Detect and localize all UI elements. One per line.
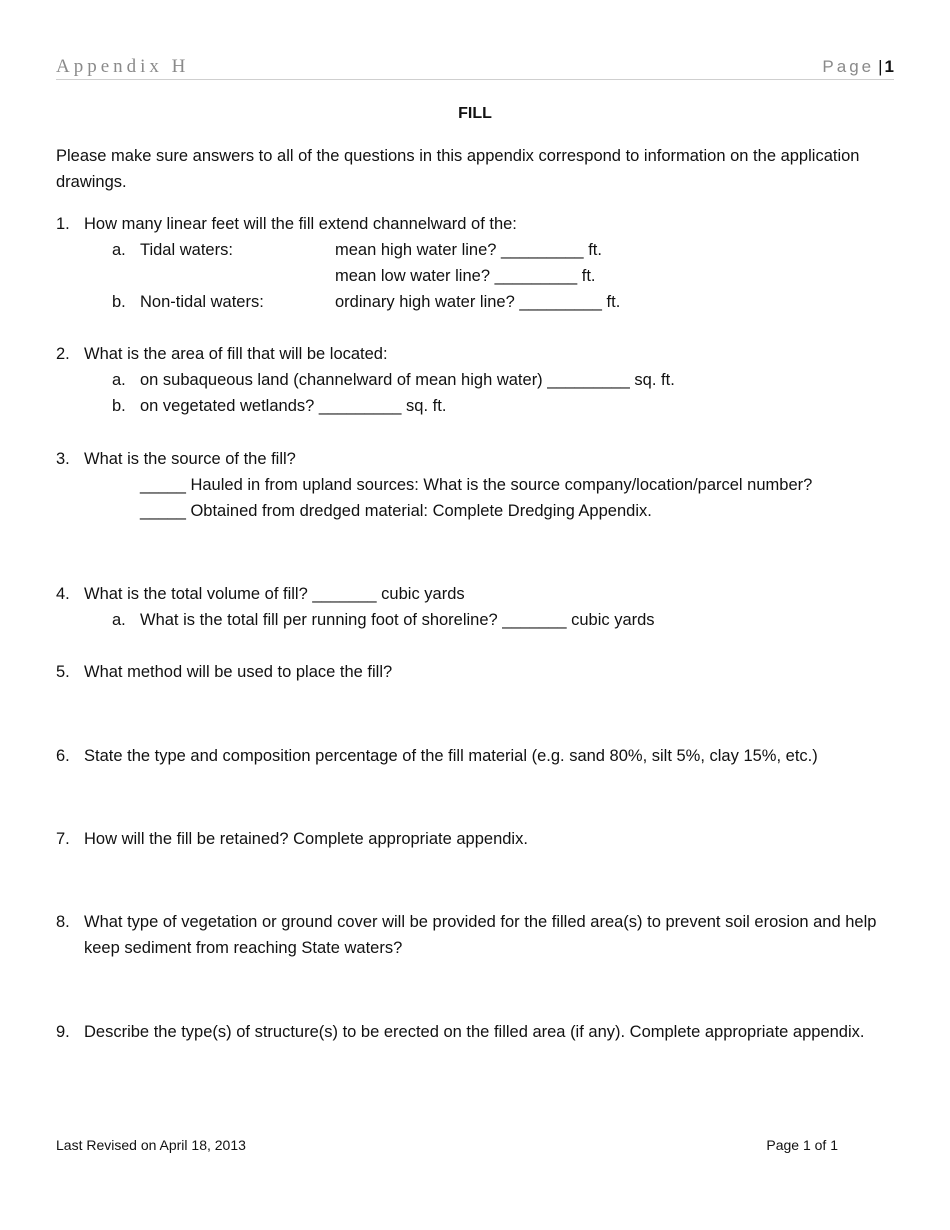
q2-text: What is the area of fill that will be located: (84, 345, 388, 363)
q3-dredged-option[interactable]: _____ Obtained from dredged material: Complete Dredging Appendix. (140, 502, 652, 520)
q2a-subaqueous-field[interactable]: on subaqueous land (channelward of mean high water) _________ sq. ft. (140, 371, 675, 389)
q5-number: 5. (56, 663, 70, 681)
q7-text: How will the fill be retained? Complete appropriate appendix. (84, 830, 528, 848)
header-page-number: 1 (884, 57, 894, 76)
q8-number: 8. (56, 913, 70, 931)
q1a-letter: a. (112, 241, 126, 259)
q4a-letter: a. (112, 611, 126, 629)
q3-upland-option[interactable]: _____ Hauled in from upland sources: What is the source company/location/parcel number? (140, 476, 813, 494)
q9-text: Describe the type(s) of structure(s) to be erected on the filled area (if any). Complete appropriate appendix. (84, 1023, 865, 1041)
q9-number: 9. (56, 1023, 70, 1041)
q1-text: How many linear feet will the fill extend channelward of the: (84, 215, 517, 233)
q1-number: 1. (56, 215, 70, 233)
page-title: FILL (458, 105, 492, 122)
q2b-wetlands-field[interactable]: on vegetated wetlands? _________ sq. ft. (140, 397, 447, 415)
footer-page-count: Page 1 of 1 (766, 1137, 838, 1153)
q4-number: 4. (56, 585, 70, 603)
q2b-letter: b. (112, 397, 126, 415)
header-page-word: Page (822, 57, 875, 76)
q2a-letter: a. (112, 371, 126, 389)
q3-number: 3. (56, 450, 70, 468)
header-separator: | (878, 57, 883, 76)
footer-revised-date: Last Revised on April 18, 2013 (56, 1137, 246, 1153)
q7-number: 7. (56, 830, 70, 848)
header-appendix-label: Appendix H (56, 56, 190, 77)
q1a-high-water-field[interactable]: mean high water line? _________ ft. (335, 241, 602, 259)
q8-text: What type of vegetation or ground cover will be provided for the filled area(s) to prevent soil erosion and help keep sediment from reaching State waters? (84, 913, 877, 957)
q4-total-volume-field[interactable]: What is the total volume of fill? _______ cubic yards (84, 585, 465, 603)
q1b-letter: b. (112, 293, 126, 311)
intro-paragraph: Please make sure answers to all of the questions in this appendix correspond to information on the application drawings. (56, 147, 860, 191)
header-page-indicator (822, 57, 894, 77)
q1b-label: Non-tidal waters: (140, 293, 264, 311)
q1b-ordinary-high-water-field[interactable]: ordinary high water line? _________ ft. (335, 293, 621, 311)
q6-text: State the type and composition percentage of the fill material (e.g. sand 80%, silt 5%, clay 15%, etc.) (84, 747, 818, 765)
q1a-label: Tidal waters: (140, 241, 233, 259)
q2-number: 2. (56, 345, 70, 363)
header-divider (56, 79, 894, 80)
q1a-low-water-field[interactable]: mean low water line? _________ ft. (335, 267, 596, 285)
q6-number: 6. (56, 747, 70, 765)
q4a-per-foot-field[interactable]: What is the total fill per running foot of shoreline? _______ cubic yards (140, 611, 655, 629)
q5-text: What method will be used to place the fill? (84, 663, 393, 681)
q3-text: What is the source of the fill? (84, 450, 296, 468)
